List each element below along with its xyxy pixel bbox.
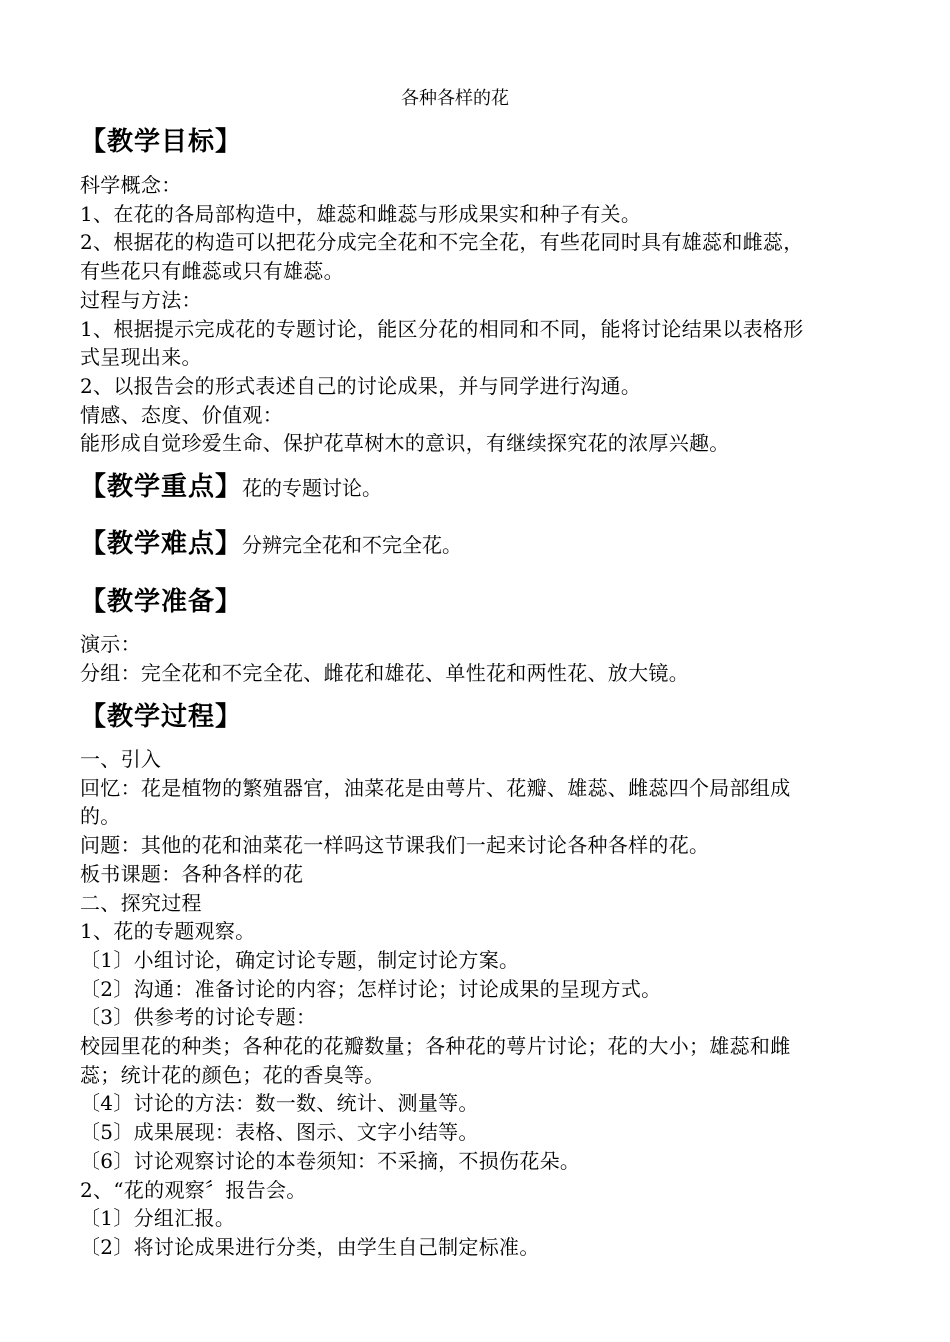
objectives-line: 2、以报告会的形式表述自己的讨论成果，并与同学进行沟通。 [80, 373, 642, 398]
process-line: 〔1〕小组讨论，确定讨论专题，制定讨论方案。 [80, 947, 520, 972]
process-line: 的。 [80, 804, 121, 829]
process-line: 〔1〕分组汇报。 [80, 1206, 236, 1231]
process-body [80, 745, 880, 1262]
process-line: 蕊；统计花的颜色；花的香臭等。 [80, 1062, 385, 1087]
document-title: 各种各样的花 [401, 88, 509, 109]
difficulty-row [80, 528, 462, 561]
preparation-line: 演示： [80, 632, 141, 656]
key-point-text: 花的专题讨论。 [242, 476, 383, 500]
preparation-heading: 【教学准备】 [80, 587, 243, 617]
process-line: 〔5〕成果展现：表格、图示、文字小结等。 [80, 1120, 479, 1145]
process-line: 板书课题：各种各样的花 [80, 861, 304, 886]
process-heading: 【教学过程】 [80, 702, 243, 732]
preparation-body [80, 630, 880, 687]
process-line: 1、花的专题观察。 [80, 919, 256, 944]
key-point-heading: 【教学重点】 [80, 472, 243, 502]
objectives-line: 有些花只有雌蕊或只有雄蕊。 [80, 259, 344, 284]
process-line: 〔6〕讨论观察讨论的本卷须知：不采摘，不损伤花朵。 [80, 1148, 581, 1173]
process-line: 回忆：花是植物的繁殖器官，油菜花是由萼片、花瓣、雄蕊、雌蕊四个局部组成 [80, 775, 791, 800]
objectives-line: 1、根据提示完成花的专题讨论，能区分花的相同和不同，能将讨论结果以表格形 [80, 316, 804, 341]
objectives-line: 能形成自觉珍爱生命、保护花草树木的意识，有继续探究花的浓厚兴趣。 [80, 431, 730, 456]
objectives-line: 1、在花的各局部构造中，雄蕊和雌蕊与形成果实和种子有关。 [80, 201, 642, 226]
process-line: 校园里花的种类；各种花的花瓣数量；各种花的萼片讨论；花的大小；雄蕊和雌 [80, 1034, 791, 1059]
process-line: 〔4〕讨论的方法：数一数、统计、测量等。 [80, 1091, 479, 1116]
objectives-body [80, 171, 880, 458]
objectives-line: 过程与方法： [80, 287, 202, 312]
difficulty-text: 分辨完全花和不完全花。 [242, 533, 463, 557]
process-line: 2、“花的观察〞报告会。 [80, 1177, 307, 1202]
objectives-line: 2、根据花的构造可以把花分成完全花和不完全花，有些花同时具有雄蕊和雌蕊， [80, 230, 804, 255]
preparation-line: 分组：完全花和不完全花、雌花和雄花、单性花和两性花、放大镜。 [80, 660, 689, 685]
process-line: 〔2〕将讨论成果进行分类，由学生自己制定标准。 [80, 1234, 540, 1259]
process-line: 二、探究过程 [80, 890, 202, 915]
process-line: 〔3〕供参考的讨论专题： [80, 1005, 317, 1030]
process-line: 一、引入 [80, 747, 162, 771]
process-line: 问题：其他的花和油菜花一样吗这节课我们一起来讨论各种各样的花。 [80, 833, 710, 858]
objectives-line: 式呈现出来。 [80, 345, 202, 370]
process-line: 〔2〕沟通：准备讨论的内容；怎样讨论；讨论成果的呈现方式。 [80, 976, 662, 1001]
difficulty-heading: 【教学难点】 [80, 529, 243, 559]
objectives-line: 科学概念： [80, 173, 182, 197]
key-point-row [80, 471, 382, 504]
objectives-heading: 【教学目标】 [80, 127, 243, 157]
objectives-line: 情感、态度、价值观： [80, 402, 283, 427]
